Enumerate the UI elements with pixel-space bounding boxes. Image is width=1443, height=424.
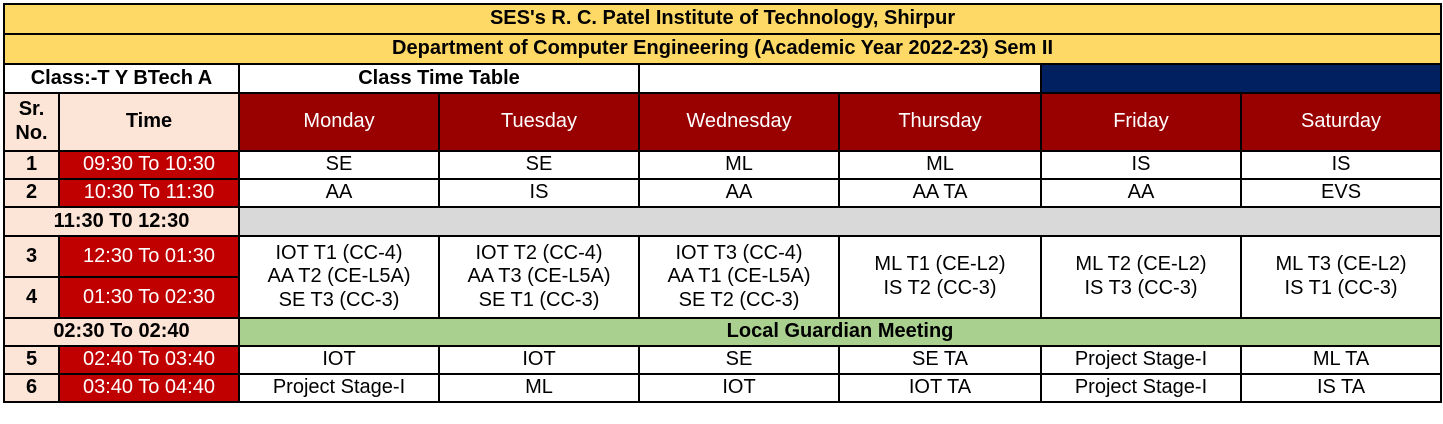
lecture-cell: IOT	[239, 346, 439, 374]
break-time: 02:30 To 02:40	[4, 318, 239, 346]
lecture-cell: SE TA	[839, 346, 1041, 374]
practical-cell-wednesday: IOT T3 (CC-4) AA T1 (CE-L5A) SE T2 (CC-3)	[639, 236, 839, 318]
time-slot: 03:40 To 04:40	[59, 374, 239, 402]
time-header: Time	[59, 93, 239, 151]
day-header-wednesday: Wednesday	[639, 93, 839, 151]
lecture-cell: Project Stage-I	[239, 374, 439, 402]
time-slot: 02:40 To 03:40	[59, 346, 239, 374]
table-row	[4, 179, 1441, 207]
lecture-cell: IOT	[439, 346, 639, 374]
time-slot: 12:30 To 01:30	[59, 236, 239, 277]
table-row	[4, 346, 1441, 374]
lecture-cell: AA	[1041, 179, 1241, 207]
practical-cell-friday: ML T2 (CE-L2) IS T3 (CC-3)	[1041, 236, 1241, 318]
sr-no: 1	[4, 151, 59, 179]
day-header-friday: Friday	[1041, 93, 1241, 151]
day-header-saturday: Saturday	[1241, 93, 1441, 151]
timetable	[3, 3, 1442, 403]
day-header-monday: Monday	[239, 93, 439, 151]
department-title: Department of Computer Engineering (Academic Year 2022-23) Sem II	[4, 34, 1441, 64]
table-row	[4, 151, 1441, 179]
sr-no: 4	[4, 277, 59, 318]
lecture-cell: ML TA	[1241, 346, 1441, 374]
lecture-cell: SE	[439, 151, 639, 179]
class-label: Class:-T Y BTech A	[4, 64, 239, 93]
lecture-cell: EVS	[1241, 179, 1441, 207]
sr-no-header: Sr. No.	[4, 93, 59, 151]
blank-header-cell	[639, 64, 1041, 93]
guardian-meeting-band: Local Guardian Meeting	[239, 318, 1441, 346]
lecture-cell: SE	[239, 151, 439, 179]
sr-no: 2	[4, 179, 59, 207]
practical-cell-thursday: ML T1 (CE-L2) IS T2 (CC-3)	[839, 236, 1041, 318]
lecture-cell: Project Stage-I	[1041, 346, 1241, 374]
practical-cell-saturday: ML T3 (CE-L2) IS T1 (CC-3)	[1241, 236, 1441, 318]
navy-header-cell	[1041, 64, 1441, 93]
lecture-cell: AA	[239, 179, 439, 207]
time-slot: 10:30 To 11:30	[59, 179, 239, 207]
lecture-cell: IS	[439, 179, 639, 207]
time-slot: 01:30 To 02:30	[59, 277, 239, 318]
institute-title: SES's R. C. Patel Institute of Technology, Shirpur	[4, 4, 1441, 34]
break-row	[4, 207, 1441, 236]
table-row	[4, 236, 1441, 277]
lecture-cell: AA TA	[839, 179, 1041, 207]
break-time: 11:30 T0 12:30	[4, 207, 239, 236]
sr-no: 3	[4, 236, 59, 277]
timetable-container	[3, 3, 1442, 403]
sr-no: 5	[4, 346, 59, 374]
recess-band	[239, 207, 1441, 236]
sr-no: 6	[4, 374, 59, 402]
lecture-cell: IOT TA	[839, 374, 1041, 402]
lecture-cell: ML	[839, 151, 1041, 179]
lecture-cell: SE	[639, 346, 839, 374]
table-row	[4, 374, 1441, 402]
lecture-cell: IS	[1241, 151, 1441, 179]
lecture-cell: IS TA	[1241, 374, 1441, 402]
break-row	[4, 318, 1441, 346]
lecture-cell: ML	[639, 151, 839, 179]
lecture-cell: AA	[639, 179, 839, 207]
lecture-cell: IS	[1041, 151, 1241, 179]
table-title: Class Time Table	[239, 64, 639, 93]
lecture-cell: Project Stage-I	[1041, 374, 1241, 402]
lecture-cell: ML	[439, 374, 639, 402]
practical-cell-monday: IOT T1 (CC-4) AA T2 (CE-L5A) SE T3 (CC-3)	[239, 236, 439, 318]
day-header-tuesday: Tuesday	[439, 93, 639, 151]
lecture-cell: IOT	[639, 374, 839, 402]
time-slot: 09:30 To 10:30	[59, 151, 239, 179]
day-header-thursday: Thursday	[839, 93, 1041, 151]
practical-cell-tuesday: IOT T2 (CC-4) AA T3 (CE-L5A) SE T1 (CC-3)	[439, 236, 639, 318]
